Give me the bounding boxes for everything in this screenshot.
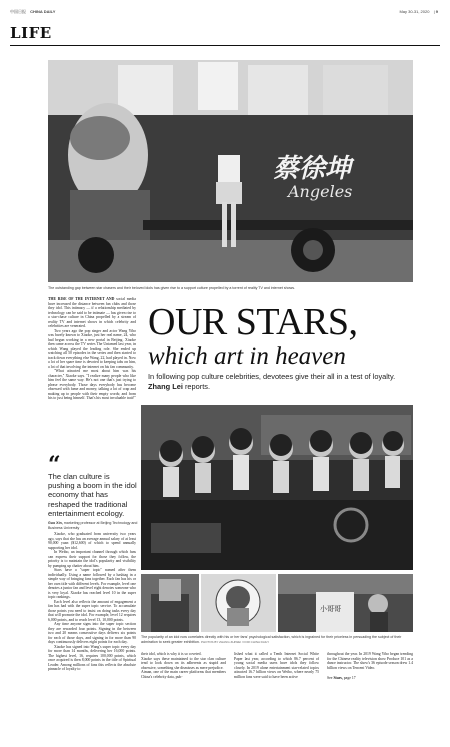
deck	[148, 372, 413, 391]
bottom-photo-right	[278, 574, 413, 632]
byline: Zhang Lei	[148, 381, 183, 391]
top-photo	[48, 60, 413, 282]
col1-para5: In Weibo, an important channel through which fans can express their support for those they follow, the priority is to maintain the idol's popularity and visibility by pumping up chatter about him.	[48, 550, 136, 568]
continued-page: page 17	[343, 676, 356, 680]
col1-para9: Xiaoke has signed into Wang's super topic every day for more than 14 months, delivering her 16,000 points. The highest level, 16, requires 100,000 points, which once acquired is then 8,000 points in the title of Spiritual Leader. Among millions of fans this reflects the absolute pinnacle of loyalty to	[48, 644, 136, 671]
bus-script-text: Angeles	[288, 182, 353, 201]
bottom-column-1: their idol, which is why it is so coveted. Xiaoke says these maintained to the star clan culture tend to look down on its adherents as stupid and obsessive, something she dismisses as mere prejudice. Aiman, one of the main career platforms that members China's celebrity data, pub-	[141, 652, 226, 679]
quote-source-desc: marketing professor at Beijing Technology and Business University	[48, 521, 138, 530]
article-column-1-lower	[48, 532, 136, 672]
bottom-center-illustration	[201, 574, 276, 632]
bottom-caption-credit: PHOTOS BY ZHANG ZHIWEI / FOR CHINA DAILY	[200, 639, 270, 644]
top-photo-caption: The outstanding gap between star chasers and their beloved idols has given rise to a support culture propelled by a torrent of reality TV and internet shows.	[48, 286, 296, 290]
subheadline: which art in heaven	[148, 343, 346, 370]
header-date: May 30-31, 2020 | 9	[399, 9, 438, 14]
continued-target: Stars,	[333, 676, 343, 680]
quote-text: The clan culture is pushing a boom in the idol economy that has reshaped the traditional entertainment ecology.	[48, 472, 137, 518]
col1-para1: social media have increased the distance between fan clubs and those they idol. This intimacy — if a relationship mediated by technology can be said to be intimate — has given rise to a star-chase culture in China propelled by a stream of reality TV and internet shows in which celebrity and celebrities are venerated.	[48, 297, 136, 328]
lead-caps: THE RISE OF THE INTERNET AND	[48, 297, 115, 301]
header-paper-name: CHINA DAILY	[30, 9, 56, 14]
bottom-photo-left	[141, 574, 199, 632]
col1-para4: Xiaoke, who graduated from university two years ago, says that she has an average annual salary of at least 90,000 yuan ($12,600) of which to spend annually supporting her idol.	[48, 532, 136, 550]
continued-see: See	[327, 676, 333, 680]
bottom-caption-text: The popularity of an idol now correlates directly with his or her fans' psychological satisfaction, which is ingrained for their priceless in persuading the subject of their admiration to seek greater exhibition.	[141, 635, 402, 644]
bottom-caption	[141, 635, 413, 644]
col1-para6: Stars have a "super topic" named after them individually. Using a name followed by a hashtag in a simple way of bringing fans together. Each fan has his or her own title with different levels. For example, level one denotes a junior fan and level eight denotes someone who is very loyal. Xiaoke has reached level 10 in the super topic rankings.	[48, 568, 136, 599]
quote-source	[48, 521, 138, 530]
quote-mark-icon: “	[48, 452, 61, 478]
header-paper-left	[10, 9, 55, 15]
col1-para7: Each level also reflects the amount of engagement a fan has had with the super topic service. To accumulate those points you need to insist on doing tasks every day that will promote the idol. For example, level 12 requires 6,000 points, and to reach level 13, 10,000 points.	[48, 599, 136, 622]
header-date-text: May 30-31, 2020	[399, 9, 430, 14]
sign-text: 小哥哥	[320, 605, 341, 613]
col1-para2: Two years ago the pop singer and actor Wang Yibo was barely known to Xiaoke, just her real name, 24, who had begun working in a new portal in Beijing. Xiaoke then came across the TV series The Untamed last year, in which Wang played the leading role. She ended up watching all 50 episodes in the series and then started to track down everything else Wang, 22, had played in. Now a lot of her spare time is devoted to keeping tabs on him, a lot of that involving the internet on his fan community.	[48, 328, 136, 369]
section-title: LIFE	[10, 24, 52, 42]
bottom-column-2: lished what it called a Tenth Internet Social White Paper last year, according to which 86.7 percent of young social media users have idols they follow closely. In 2019 alone entertainment star-related topics attracted 16.7 billion views on Weibo, where nearly 75 million fans were said to have been active	[234, 652, 319, 679]
bottom-col3-text: throughout the year. In 2019 Wang Yibo began trending for the Chinese reality television show Produce 101 as a dance instructor. The show's 36 episode season drew 1.4 billion views on Tencent Video.	[327, 652, 413, 670]
pull-quote	[48, 452, 138, 530]
quote-source-name: Guo Xin,	[48, 521, 63, 526]
headline: OUR STARS,	[148, 301, 358, 343]
bottom-left-illustration	[141, 574, 199, 632]
lead-paragraph	[48, 297, 136, 329]
deck-reports: reports.	[184, 381, 211, 391]
continued-line[interactable]	[327, 676, 413, 681]
figurines-illustration	[141, 405, 413, 570]
bottom-photo-center	[201, 574, 276, 632]
bottom-right-illustration	[278, 574, 413, 632]
bus-illustration	[48, 60, 413, 282]
bottom-column-3	[327, 652, 413, 681]
col1-para3: "What attracted me most about him was his character," Xiaoke says. "I realize many people who like him feel the same way. He's not one that's just trying to please everybody. Those days everybody has become obsessed with fame and money, talking a lot of crap and making up to people with their empty words; and from his to just being himself. That's his most invaluable trait!"	[48, 369, 136, 400]
col1-para8: Any time anyone signs into the super topic section they are rewarded four points. Signing in the between two and 20 means consecutive days delivers six points for each of those days, and signing in for more than 90 days continuously delivers eight points for each day.	[48, 622, 136, 644]
article-column-1	[48, 297, 136, 401]
header-page-number: 9	[435, 9, 438, 14]
figurines-photo	[141, 405, 413, 570]
header-cn-label: 中国日报	[10, 9, 26, 14]
bus-chinese-text: 蔡徐坤	[273, 154, 352, 184]
header-rule	[10, 45, 440, 46]
deck-text: In following pop culture celebrities, devotees give their all in a test of loyalty.	[148, 372, 396, 381]
